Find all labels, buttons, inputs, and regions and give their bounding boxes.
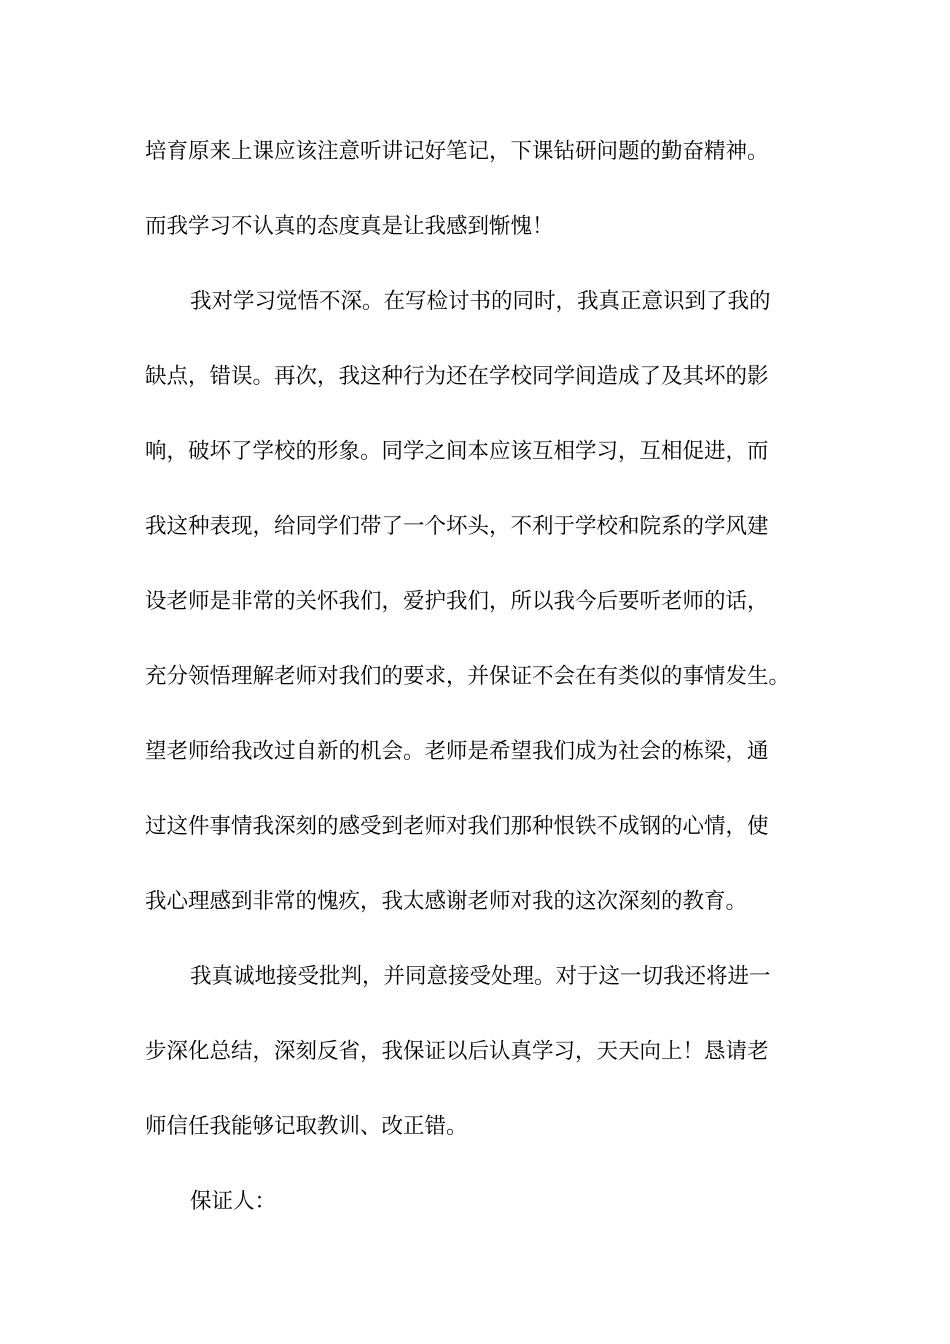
text-line-13: 步深化总结，深刻反省，我保证以后认真学习，天天向上！恳请老 xyxy=(145,1039,769,1064)
text-line-3: 我对学习觉悟不深。在写检讨书的同时，我真正意识到了我的 xyxy=(190,289,771,314)
text-line-8: 充分领悟理解老师对我们的要求，并保证不会在有类似的事情发生。 xyxy=(145,664,791,689)
text-line-11: 我心理感到非常的愧疚，我太感谢老师对我的这次深刻的教育。 xyxy=(145,889,748,914)
text-line-4: 缺点，错误。再次，我这种行为还在学校同学间造成了及其坏的影 xyxy=(145,364,769,389)
text-line-7: 设老师是非常的关怀我们，爱护我们，所以我今后要听老师的话， xyxy=(145,589,769,614)
text-line-14: 师信任我能够记取教训、改正错。 xyxy=(145,1114,468,1139)
text-line-9: 望老师给我改过自新的机会。老师是希望我们成为社会的栋梁，通 xyxy=(145,739,769,764)
text-line-6: 我这种表现，给同学们带了一个坏头，不利于学校和院系的学风建 xyxy=(145,514,769,539)
text-line-12: 我真诚地接受批判，并同意接受处理。对于这一切我还将进一 xyxy=(190,964,771,989)
text-line-5: 响，破坏了学校的形象。同学之间本应该互相学习，互相促进，而 xyxy=(145,439,769,464)
text-line-2: 而我学习不认真的态度真是让我感到惭愧！ xyxy=(145,214,554,239)
guarantor-label: 保证人： xyxy=(190,1189,277,1214)
text-line-1: 培育原来上课应该注意听讲记好笔记，下课钻研问题的勤奋精神。 xyxy=(145,139,769,164)
text-line-10: 过这件事情我深刻的感受到老师对我们那种恨铁不成钢的心情，使 xyxy=(145,814,769,839)
